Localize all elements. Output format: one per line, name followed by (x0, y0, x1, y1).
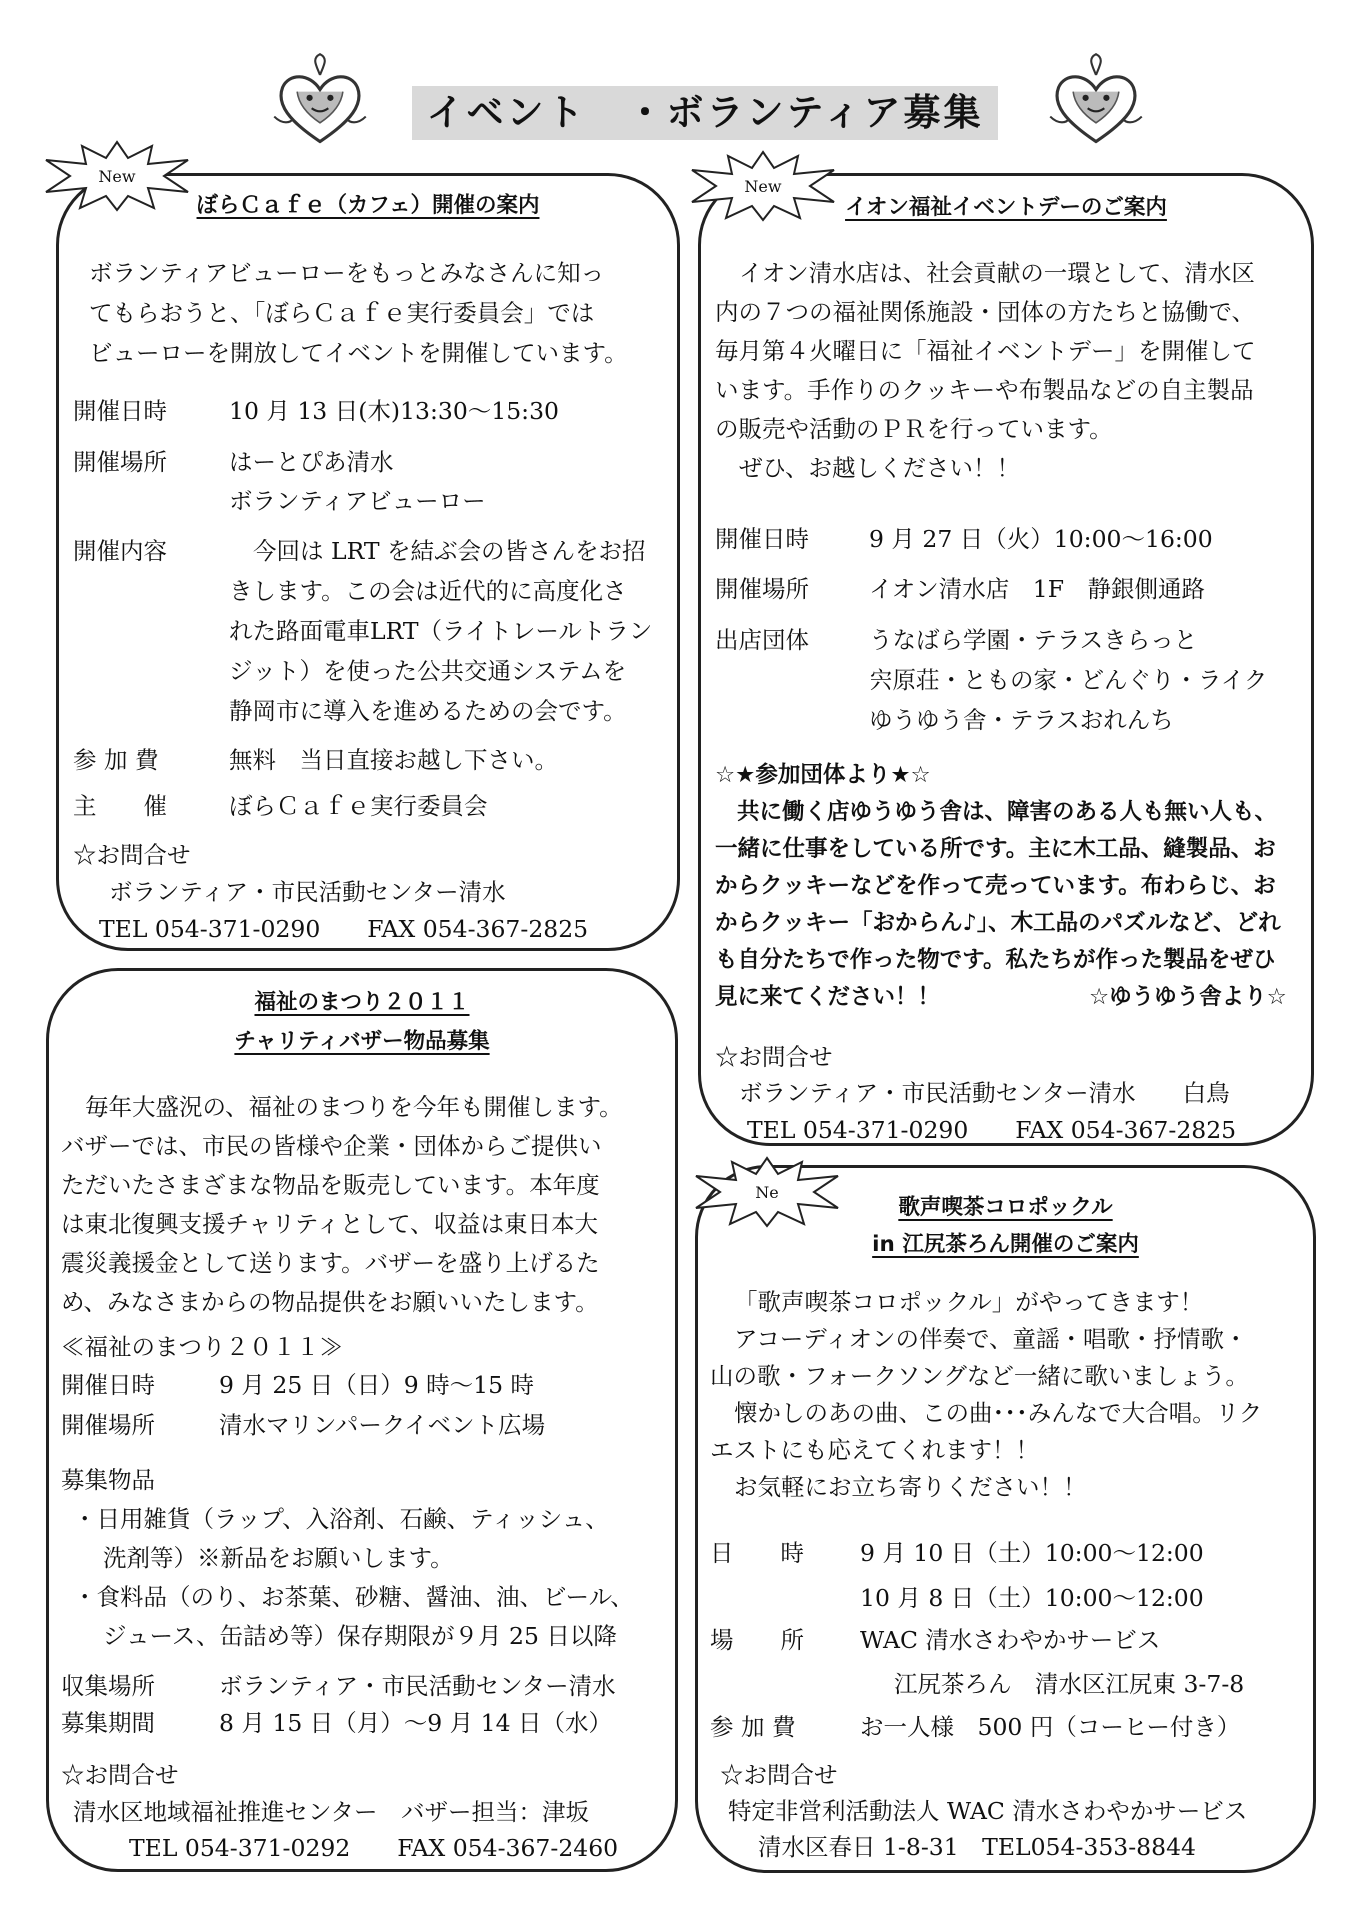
new-badge-text: New (744, 177, 782, 196)
utagoe-place-label: 場 所 (710, 1626, 804, 1654)
cafe-contact-tel: TEL 054-371-0290 FAX 054-367-2825 (99, 915, 589, 943)
aeon-member-line: からクッキー「おからん♪」、木工品のパズルなど、どれ (715, 910, 1281, 936)
aeon-contact-tel: TEL 054-371-0290 FAX 054-367-2825 (747, 1116, 1237, 1144)
aeon-intro-line: ぜひ、お越しください！！ (739, 454, 1021, 482)
new-badge-text: New (98, 167, 136, 186)
aeon-contact-heading: ☆お問合せ (715, 1043, 833, 1071)
cafe-content-label: 開催内容 (73, 537, 167, 565)
cafe-content-line: きします。この会は近代的に高度化さ (229, 577, 627, 605)
utagoe-title-2: in 江尻茶ろん開催のご案内 (872, 1232, 1139, 1257)
fukushi-collect-value: ボランティア・市民活動センター清水 (219, 1672, 616, 1700)
fukushi-intro-line: 毎年大盛況の、福祉のまつりを今年も開催します。 (85, 1093, 623, 1121)
utagoe-place-value: WAC 清水さわやかサービス (860, 1626, 1161, 1654)
fukushi-date-label: 開催日時 (61, 1371, 155, 1399)
aeon-member-line: からクッキーなどを作って売っています。布わらじ、お (715, 873, 1276, 899)
fukushi-intro-line: バザーでは、市民の皆様や企業・団体からご提供い (61, 1132, 602, 1160)
utagoe-section (695, 1165, 1316, 1873)
fukushi-contact-heading: ☆お問合せ (61, 1761, 179, 1789)
fukushi-place-label: 開催場所 (61, 1411, 155, 1439)
cafe-intro-line: ボランティアビューローをもっとみなさんに知っ (89, 259, 605, 287)
utagoe-intro-line: エストにも応えてくれます！！ (710, 1436, 1039, 1464)
cafe-title: ぼらＣａｆｅ（カフェ）開催の案内 (196, 193, 540, 218)
cafe-intro-line: ビューローを開放してイベントを開催しています。 (89, 339, 628, 367)
aeon-groups-line: うなばら学園・テラスきらっと (869, 626, 1198, 654)
utagoe-place-value: 江尻茶ろん 清水区江尻東 3-7-8 (894, 1670, 1245, 1698)
fukushi-event-heading: ≪福祉のまつり２０１１≫ (61, 1333, 343, 1361)
fukushi-section (46, 968, 678, 1872)
aeon-member-heading: ☆★参加団体より★☆ (715, 762, 931, 788)
utagoe-fee-value: お一人様 500 円（コーヒー付き） (860, 1713, 1241, 1741)
fukushi-intro-line: 震災義援金として送ります。バザーを盛り上げるた (61, 1249, 600, 1277)
utagoe-date-value: 9 月 10 日（土）10:00～12:00 (860, 1539, 1204, 1567)
aeon-member-line: 一緒に仕事をしている所です。主に木工品、縫製品、お (715, 836, 1276, 862)
new-badge-text: Ne (755, 1183, 779, 1202)
aeon-place-value: イオン清水店 1F 静銀側通路 (869, 575, 1206, 603)
fukushi-intro-line: ただいたさまざまな物品を販売しています。本年度 (61, 1171, 600, 1199)
aeon-date-label: 開催日時 (715, 525, 809, 553)
cafe-date-label: 開催日時 (73, 397, 167, 425)
cafe-fee-value: 無料 当日直接お越し下さい。 (229, 746, 558, 774)
cafe-content-line: ジット）を使った公共交通システムを (229, 657, 627, 685)
heart-logo-icon (1044, 50, 1148, 154)
cafe-content-line: れた路面電車LRT（ライトレールトラン (229, 617, 653, 645)
utagoe-intro-line: お気軽にお立ち寄りください！！ (734, 1473, 1087, 1501)
aeon-member-sign: ☆ゆうゆう舎より☆ (1089, 984, 1287, 1010)
cafe-contact-heading: ☆お問合せ (73, 841, 191, 869)
aeon-member-line: 共に働く店ゆうゆう舎は、障害のある人も無い人も、 (737, 799, 1278, 825)
cafe-place-value: はーとぴあ清水 (229, 448, 394, 476)
cafe-content-line: 静岡市に導入を進めるための会です。 (229, 697, 627, 725)
aeon-intro-line: イオン清水店は、社会貢献の一環として、清水区 (739, 259, 1255, 287)
fukushi-contact-tel: TEL 054-371-0292 FAX 054-367-2460 (129, 1834, 619, 1862)
fukushi-goods-line: ・日用雑貨（ラップ、入浴剤、石鹸、ティッシュ、 (73, 1505, 609, 1533)
heart-logo-icon (268, 50, 372, 154)
utagoe-intro-line: 「歌声喫茶コロポックル」がやってきます！ (734, 1288, 1204, 1316)
aeon-groups-line: ゆうゆう舎・テラスおれんち (869, 706, 1174, 734)
fukushi-date-value: 9 月 25 日（日）9 時～15 時 (219, 1371, 535, 1399)
aeon-intro-line: います。手作りのクッキーや布製品などの自主製品 (715, 376, 1254, 404)
cafe-date-value: 10 月 13 日(木)13:30～15:30 (229, 397, 559, 425)
utagoe-intro-line: 山の歌・フォークソングなど一緒に歌いましょう。 (710, 1362, 1249, 1390)
utagoe-contact-org: 特定非営利活動法人 WAC 清水さわやかサービス (728, 1797, 1248, 1825)
aeon-section (698, 173, 1314, 1146)
header-banner (412, 86, 998, 140)
fukushi-goods-line: 洗剤等）※新品をお願いします。 (103, 1544, 454, 1572)
fukushi-collect-label: 収集場所 (61, 1672, 155, 1700)
fukushi-intro-line: は東北復興支援チャリティとして、収益は東日本大 (61, 1210, 598, 1238)
new-badge-burst-icon (688, 150, 838, 222)
utagoe-title-1: 歌声喫茶コロポックル (898, 1195, 1113, 1220)
fukushi-title-2: チャリティバザー物品募集 (234, 1029, 490, 1054)
fukushi-title-1: 福祉のまつり２０１１ (254, 990, 470, 1015)
utagoe-contact-heading: ☆お問合せ (720, 1761, 838, 1789)
new-badge-burst-icon (42, 140, 192, 212)
fukushi-intro-line: め、みなさまからの物品提供をお願いいたします。 (61, 1288, 599, 1316)
cafe-contact-org: ボランティア・市民活動センター清水 (109, 878, 506, 906)
aeon-member-line: も自分たちで作った物です。私たちが作った製品をぜひ (715, 947, 1276, 973)
utagoe-fee-label: 参 加 費 (710, 1713, 796, 1741)
utagoe-date-label: 日 時 (710, 1539, 804, 1567)
cafe-place-value: ボランティアビューロー (229, 487, 486, 515)
fukushi-goods-line: ・食料品（のり、お茶葉、砂糖、醤油、油、ビール、 (73, 1583, 634, 1611)
utagoe-intro-line: アコーディオンの伴奏で、童謡・唱歌・抒情歌・ (734, 1325, 1248, 1353)
aeon-member-line: 見に来てください！！ (715, 984, 941, 1010)
page-title: イベント ・ボランティア募集 (426, 91, 984, 134)
cafe-intro-line: てもらおうと、「ぼらＣａｆｅ実行委員会」では (89, 299, 595, 327)
utagoe-intro-line: 懐かしのあの曲、この曲･･･みんなで大合唱。リク (734, 1399, 1263, 1427)
aeon-title: イオン福祉イベントデーのご案内 (845, 195, 1167, 220)
cafe-host-label: 主 催 (73, 792, 167, 820)
aeon-intro-line: の販売や活動のＰＲを行っています。 (715, 415, 1113, 443)
aeon-groups-label: 出店団体 (715, 626, 809, 654)
fukushi-goods-heading: 募集物品 (61, 1466, 155, 1494)
cafe-place-label: 開催場所 (73, 448, 167, 476)
cafe-content-line: 今回は LRT を結ぶ会の皆さんをお招 (253, 537, 646, 565)
aeon-groups-line: 宍原荘・ともの家・どんぐり・ライク (869, 666, 1268, 694)
aeon-intro-line: 毎月第４火曜日に「福祉イベントデー」を開催して (715, 337, 1256, 365)
aeon-intro-line: 内の７つの福祉関係施設・団体の方たちと協働で、 (715, 298, 1256, 326)
fukushi-place-value: 清水マリンパークイベント広場 (219, 1411, 546, 1439)
aeon-date-value: 9 月 27 日（火）10:00～16:00 (869, 525, 1213, 553)
cafe-section (56, 173, 680, 951)
aeon-contact-org: ボランティア・市民活動センター清水 白鳥 (739, 1079, 1230, 1107)
fukushi-goods-line: ジュース、缶詰め等）保存期限が９月 25 日以降 (103, 1622, 617, 1650)
fukushi-period-value: 8 月 15 日（月）～9 月 14 日（水） (219, 1709, 613, 1737)
fukushi-period-label: 募集期間 (61, 1709, 155, 1737)
aeon-place-label: 開催場所 (715, 575, 809, 603)
utagoe-date-value: 10 月 8 日（土）10:00～12:00 (860, 1584, 1204, 1612)
fukushi-contact-org: 清水区地域福祉推進センター バザー担当：津坂 (73, 1798, 590, 1826)
new-badge-burst-icon (692, 1156, 842, 1228)
utagoe-contact-tel: 清水区春日 1-8-31 TEL054-353-8844 (758, 1833, 1196, 1861)
cafe-host-value: ぼらＣａｆｅ実行委員会 (229, 792, 488, 820)
cafe-fee-label: 参 加 費 (73, 746, 159, 774)
